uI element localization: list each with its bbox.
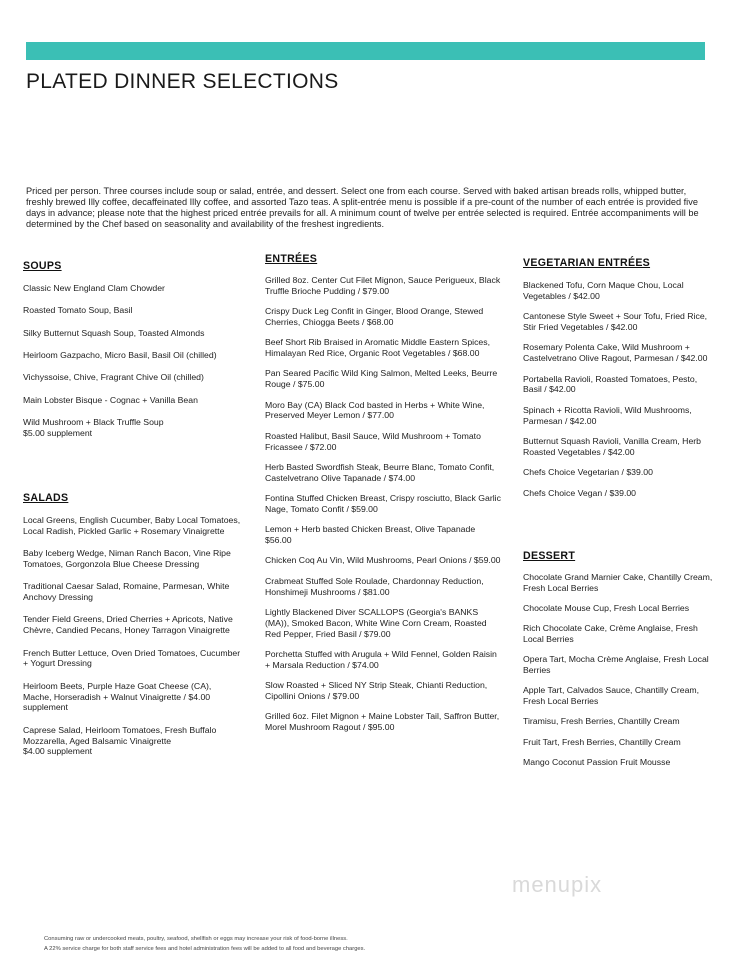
menu-item: Chicken Coq Au Vin, Wild Mushrooms, Pearl Onions / $59.00 xyxy=(265,555,501,566)
vegetarian-list xyxy=(523,280,713,499)
menu-item: Fruit Tart, Fresh Berries, Chantilly Cream xyxy=(523,736,681,747)
menu-item: Lightly Blackened Diver SCALLOPS (Georgia's BANKS (MA)), Smoked Bacon, White Wine Corn Cream, Roasted Red Pepper, Fried Basil / $79.00 xyxy=(265,607,487,639)
entrees-list xyxy=(265,275,503,733)
menu-item: Rich Chocolate Cake, Crème Anglaise, Fresh Local Berries xyxy=(523,623,698,644)
menu-item: Tiramisu, Fresh Berries, Chantilly Cream xyxy=(523,716,680,727)
menu-item: Caprese Salad, Heirloom Tomatoes, Fresh Buffalo Mozzarella, Aged Balsamic Vinaigrette $4.00 supplement xyxy=(23,724,217,757)
soups-section xyxy=(23,261,241,450)
page-title: PLATED DINNER SELECTIONS xyxy=(26,70,339,93)
menu-item: French Butter Lettuce, Oven Dried Tomatoes, Cucumber + Yogurt Dressing xyxy=(23,647,241,669)
menu-item: Portabella Ravioli, Roasted Tomatoes, Pesto, Basil / $42.00 xyxy=(523,373,698,395)
menu-item: Grilled 8oz. Center Cut Filet Mignon, Sauce Perigueux, Black Truffle Brioche Pudding / $79.00 xyxy=(265,274,501,296)
menu-item: Cantonese Style Sweet + Sour Tofu, Fried Rice, Stir Fried Vegetables / $42.00 xyxy=(523,311,708,332)
menu-item: Pan Seared Pacific Wild King Salmon, Melted Leeks, Beurre Rouge / $75.00 xyxy=(265,368,498,390)
soups-heading: SOUPS xyxy=(23,260,62,272)
menu-item: Crispy Duck Leg Confit in Ginger, Blood Orange, Stewed Cherries, Chiogga Beets / $68.00 xyxy=(265,305,484,327)
menu-item: Rosemary Polenta Cake, Wild Mushroom + Castelvetrano Olive Ragout, Parmesan / $42.00 xyxy=(523,342,708,364)
footer-service-charge: A 22% service charge for both staff service fees and hotel administration fees will be added to all food and beverage charges. xyxy=(44,946,366,952)
accent-bar xyxy=(26,42,705,60)
menu-item: Grilled 6oz. Filet Mignon + Maine Lobster Tail, Saffron Butter, Morel Mushroom Ragout / $95.00 xyxy=(265,711,500,733)
menu-item: Baby Iceberg Wedge, Niman Ranch Bacon, Vine Ripe Tomatoes, Gorgonzola Blue Cheese Dressing xyxy=(23,547,231,569)
salads-heading: SALADS xyxy=(23,492,69,504)
intro-paragraph: Priced per person. Three courses include soup or salad, entrée, and dessert. Select one from each course. Served with baked artisan breads rolls, whipped butter, freshly brewed Illy coffee, decaffeinated Illy coffee, and assorted Tazo teas. A split-entrée menu is possible if a pre-count of the number of each entrée is provided five days in advance; please note that the highest priced entrée prevails for all. A minimum count of twelve per entrée selected is required. Entrée accompaniments will be determined by the Chef based on seasonality and availability of the freshest ingredients. xyxy=(26,186,699,229)
entrees-heading: ENTRÉES xyxy=(265,253,318,265)
menu-item: Wild Mushroom + Black Truffle Soup $5.00 supplement xyxy=(23,417,164,438)
menu-item: Opera Tart, Mocha Crème Anglaise, Fresh Local Berries xyxy=(523,654,709,676)
menu-item: Local Greens, English Cucumber, Baby Local Tomatoes, Local Radish, Pickled Garlic + Rosemary Vinaigrette xyxy=(23,514,241,536)
menupix-watermark: menupix xyxy=(512,872,603,897)
menu-item: Roasted Halibut, Basil Sauce, Wild Mushroom + Tomato Fricassee / $72.00 xyxy=(265,430,481,452)
dessert-heading: DESSERT xyxy=(523,550,576,562)
menu-item: Crabmeat Stuffed Sole Roulade, Chardonnay Reduction, Honshimeji Mushrooms / $81.00 xyxy=(265,575,484,597)
menu-item: Chocolate Mouse Cup, Fresh Local Berries xyxy=(523,602,690,613)
menu-item: Traditional Caesar Salad, Romaine, Parmesan, White Anchovy Dressing xyxy=(23,581,230,602)
menu-item: Classic New England Clam Chowder xyxy=(23,282,165,293)
menu-item: Blackened Tofu, Corn Maque Chou, Local Vegetables / $42.00 xyxy=(523,279,684,301)
menu-item: Lemon + Herb basted Chicken Breast, Olive Tapanade $56.00 xyxy=(265,524,476,546)
menu-item: Fontina Stuffed Chicken Breast, Crispy rosciutto, Black Garlic Nage, Tomato Confit / $59.00 xyxy=(265,493,501,514)
menu-item: Slow Roasted + Sliced NY Strip Steak, Chianti Reduction, Cipollini Onions / $79.00 xyxy=(265,680,488,702)
vegetarian-section xyxy=(523,258,713,508)
menu-item: Butternut Squash Ravioli, Vanilla Cream, Herb Roasted Vegetables / $42.00 xyxy=(523,436,702,457)
menu-item: Beef Short Rib Braised in Aromatic Middle Eastern Spices, Himalayan Red Rice, Organic Root Vegetables / $68.00 xyxy=(265,337,491,358)
dessert-section xyxy=(523,551,713,777)
menu-item: Tender Field Greens, Dried Cherries + Apricots, Native Chèvre, Candied Pecans, Honey Tarragon Vinaigrette xyxy=(23,614,233,636)
menu-item: Silky Butternut Squash Soup, Toasted Almonds xyxy=(23,327,205,338)
menu-item: Moro Bay (CA) Black Cod basted in Herbs + White Wine, Preserved Meyer Lemon / $77.00 xyxy=(265,399,485,421)
menu-item: Herb Basted Swordfish Steak, Beurre Blanc, Tomato Confit, Castelvetrano Olive Tapanade / $74.00 xyxy=(265,461,495,483)
menu-item: Heirloom Gazpacho, Micro Basil, Basil Oil (chilled) xyxy=(23,349,217,360)
menu-item: Chefs Choice Vegan / $39.00 xyxy=(523,487,637,498)
salads-list xyxy=(23,515,241,757)
menu-item: Porchetta Stuffed with Arugula + Wild Fennel, Golden Raisin + Marsala Reduction / $74.00 xyxy=(265,649,497,670)
menu-item: Heirloom Beets, Purple Haze Goat Cheese (CA), Mache, Horseradish + Walnut Vinaigrette / $4.00 supplement xyxy=(23,680,212,713)
entrees-section xyxy=(265,254,503,743)
menu-item: Vichyssoise, Chive, Fragrant Chive Oil (chilled) xyxy=(23,372,204,383)
vegetarian-heading: VEGETARIAN ENTRÉES xyxy=(523,257,651,269)
dessert-list xyxy=(523,572,713,768)
menu-item: Chefs Choice Vegetarian / $39.00 xyxy=(523,467,653,478)
menu-item: Apple Tart, Calvados Sauce, Chantilly Cream, Fresh Local Berries xyxy=(523,685,700,707)
menu-item: Spinach + Ricotta Ravioli, Wild Mushrooms, Parmesan / $42.00 xyxy=(523,404,692,426)
menu-item: Main Lobster Bisque - Cognac + Vanilla Bean xyxy=(23,394,198,405)
menu-item: Mango Coconut Passion Fruit Mousse xyxy=(523,757,671,768)
salads-section xyxy=(23,493,241,769)
soups-list xyxy=(23,283,241,439)
footer-disclaimer: Consuming raw or undercooked meats, poultry, seafood, shellfish or eggs may increase your risk of food-borne illness. xyxy=(44,936,348,942)
menu-item: Chocolate Grand Marnier Cake, Chantilly Cream, Fresh Local Berries xyxy=(523,571,713,593)
menu-item: Roasted Tomato Soup, Basil xyxy=(23,305,133,316)
footer xyxy=(44,934,704,954)
